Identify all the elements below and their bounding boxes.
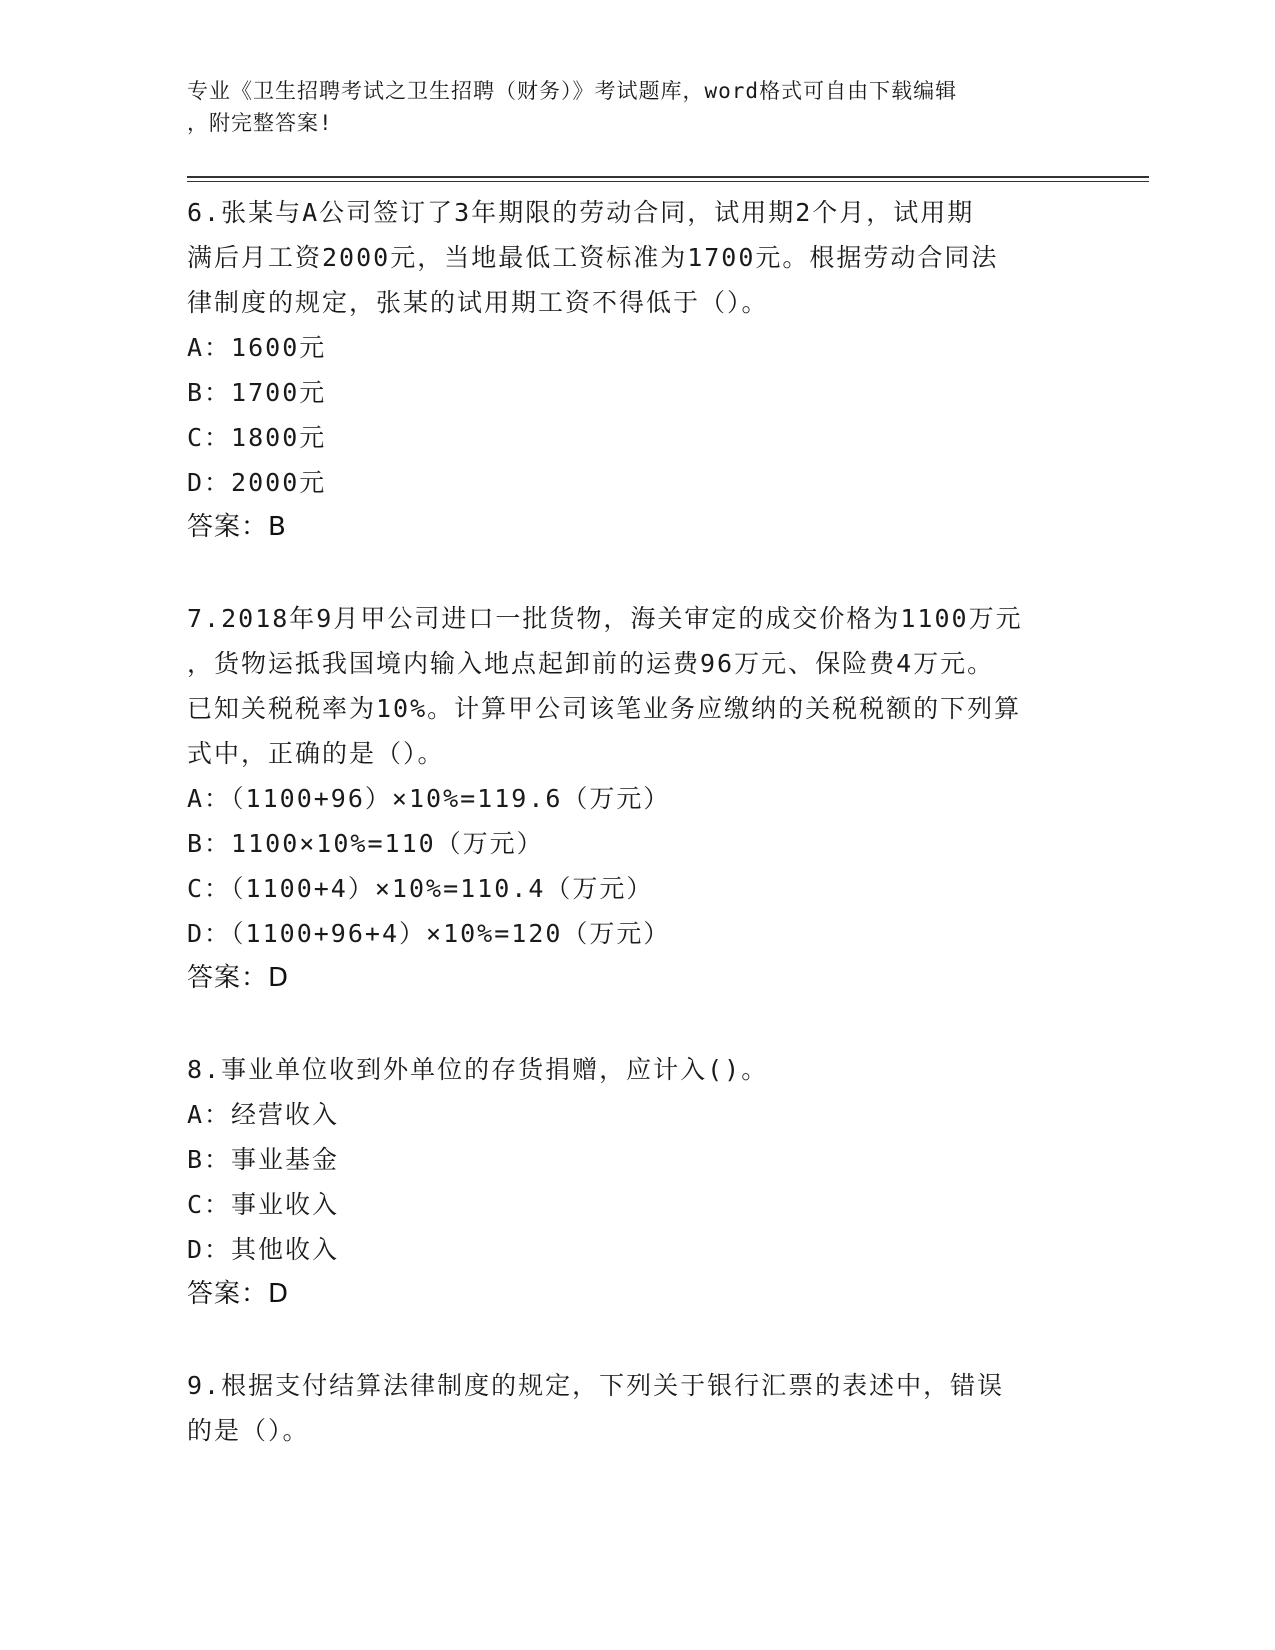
option-a: A：1600元 (187, 333, 327, 362)
option-b: B：事业基金 (187, 1145, 340, 1174)
question-block (187, 190, 1087, 550)
option-d: D：（1100+96+4）×10%=120（万元） (187, 919, 671, 948)
question-text: 满后月工资2000元，当地最低工资标准为1700元。根据劳动合同法 (187, 243, 999, 272)
question-text: 的是（）。 (187, 1416, 310, 1445)
option-c: C：（1100+4）×10%=110.4（万元） (187, 874, 654, 903)
header-divider (187, 181, 1149, 182)
option-c: C：事业收入 (187, 1190, 340, 1219)
question-block (187, 596, 1087, 1001)
spacer (187, 1001, 1087, 1047)
option-d: D：其他收入 (187, 1235, 340, 1264)
spacer (187, 550, 1087, 596)
option-a: A：（1100+96）×10%=119.6（万元） (187, 784, 671, 813)
option-b: B：1100×10%=110（万元） (187, 829, 544, 858)
answer-line: 答案：D (187, 1279, 290, 1309)
question-text: 式中，正确的是（）。 (187, 739, 445, 768)
header-line: 专业《卫生招聘考试之卫生招聘（财务）》考试题库，word格式可自由下载编辑 (187, 79, 958, 103)
option-d: D：2000元 (187, 468, 327, 497)
header-divider (187, 176, 1149, 178)
page-header (187, 75, 1087, 139)
question-list (187, 190, 1087, 1453)
question-text: 8.事业单位收到外单位的存货捐赠，应计入()。 (187, 1055, 769, 1084)
question-block (187, 1047, 1087, 1317)
header-line: ，附完整答案! (187, 111, 333, 135)
question-text: 6.张某与A公司签订了3年期限的劳动合同，试用期2个月，试用期 (187, 198, 975, 227)
option-a: A：经营收入 (187, 1100, 340, 1129)
option-b: B：1700元 (187, 378, 327, 407)
spacer (187, 1317, 1087, 1363)
answer-line: 答案：B (187, 512, 287, 542)
answer-line: 答案：D (187, 963, 290, 993)
question-text: 已知关税税率为10%。计算甲公司该笔业务应缴纳的关税税额的下列算 (187, 694, 1022, 723)
question-block (187, 1363, 1087, 1453)
question-text: 律制度的规定，张某的试用期工资不得低于（）。 (187, 288, 769, 317)
option-c: C：1800元 (187, 423, 327, 452)
question-text: ，货物运抵我国境内输入地点起卸前的运费96万元、保险费4万元。 (187, 649, 995, 678)
question-text: 9.根据支付结算法律制度的规定，下列关于银行汇票的表述中，错误 (187, 1371, 1005, 1400)
question-text: 7.2018年9月甲公司进口一批货物，海关审定的成交价格为1100万元 (187, 604, 1023, 633)
